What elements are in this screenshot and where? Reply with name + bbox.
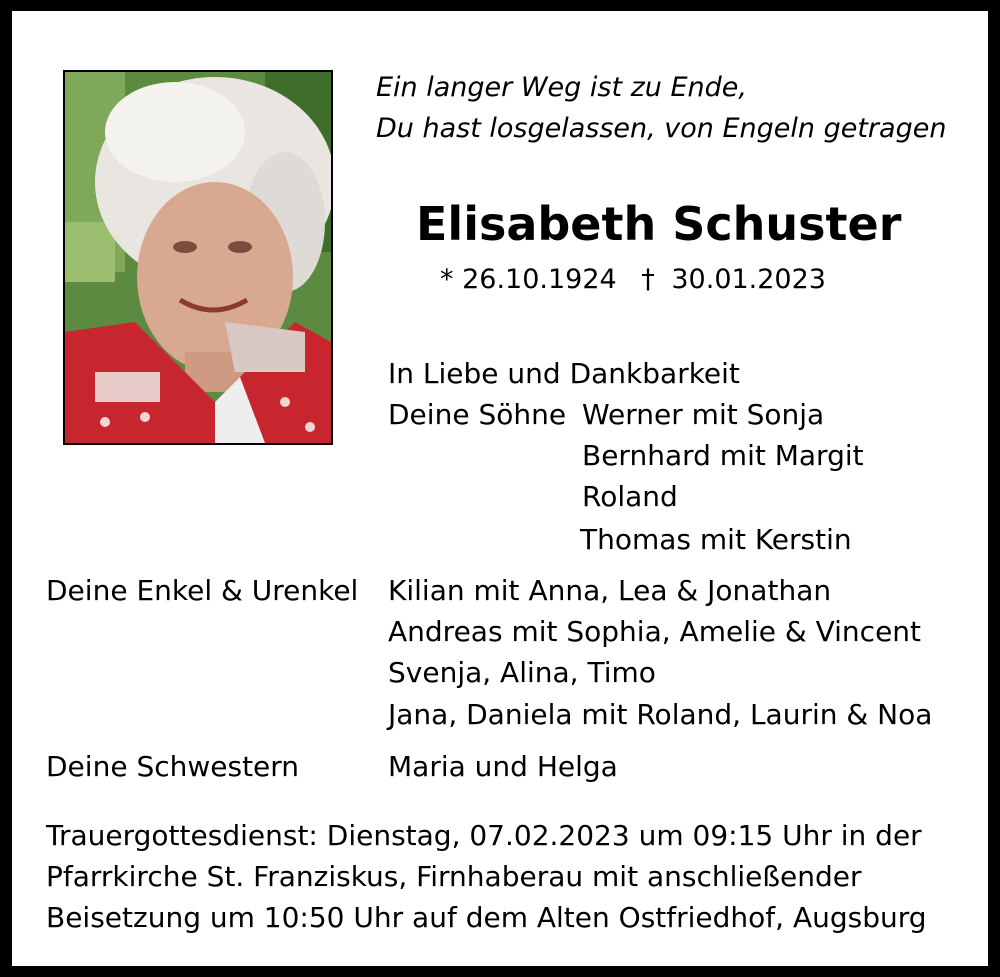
- service-line-2: Pfarrkirche St. Franziskus, Firnhaberau mit anschließender: [46, 860, 862, 893]
- service-line-1: Trauergottesdienst: Dienstag, 07.02.2023 um 09:15 Uhr in der: [46, 819, 922, 852]
- grandchildren-entry: Andreas mit Sophia, Amelie & Vincent: [388, 615, 922, 648]
- sisters-label: Deine Schwestern: [46, 750, 300, 783]
- son-entry: Roland: [582, 480, 678, 513]
- grandchildren-label: Deine Enkel & Urenkel: [46, 574, 359, 607]
- sons-label: Deine Söhne: [388, 398, 567, 431]
- verse-line-2: Du hast losgelassen, von Engeln getragen: [376, 113, 947, 144]
- son-entry: Thomas mit Kerstin: [580, 523, 852, 556]
- portrait-photo: [63, 70, 333, 445]
- grandchildren-entry: Kilian mit Anna, Lea & Jonathan: [388, 574, 832, 607]
- death-date: 30.01.2023: [671, 264, 826, 295]
- verse-line-1: Ein langer Weg ist zu Ende,: [376, 72, 747, 103]
- life-dates: [440, 262, 826, 298]
- sisters-entry: Maria und Helga: [388, 750, 618, 783]
- son-entry: Bernhard mit Margit: [582, 439, 864, 472]
- death-cross-icon: †: [641, 264, 655, 295]
- service-line-3: Beisetzung um 10:50 Uhr auf dem Alten Ostfriedhof, Augsburg: [46, 901, 927, 934]
- birth-symbol: *: [440, 264, 454, 295]
- grandchildren-entry: Jana, Daniela mit Roland, Laurin & Noa: [388, 698, 933, 731]
- son-entry: Werner mit Sonja: [582, 398, 825, 431]
- grandchildren-entry: Svenja, Alina, Timo: [388, 656, 656, 689]
- mourners-intro: In Liebe und Dankbarkeit: [388, 357, 740, 390]
- deceased-name: Elisabeth Schuster: [416, 197, 902, 251]
- birth-date: 26.10.1924: [462, 264, 617, 295]
